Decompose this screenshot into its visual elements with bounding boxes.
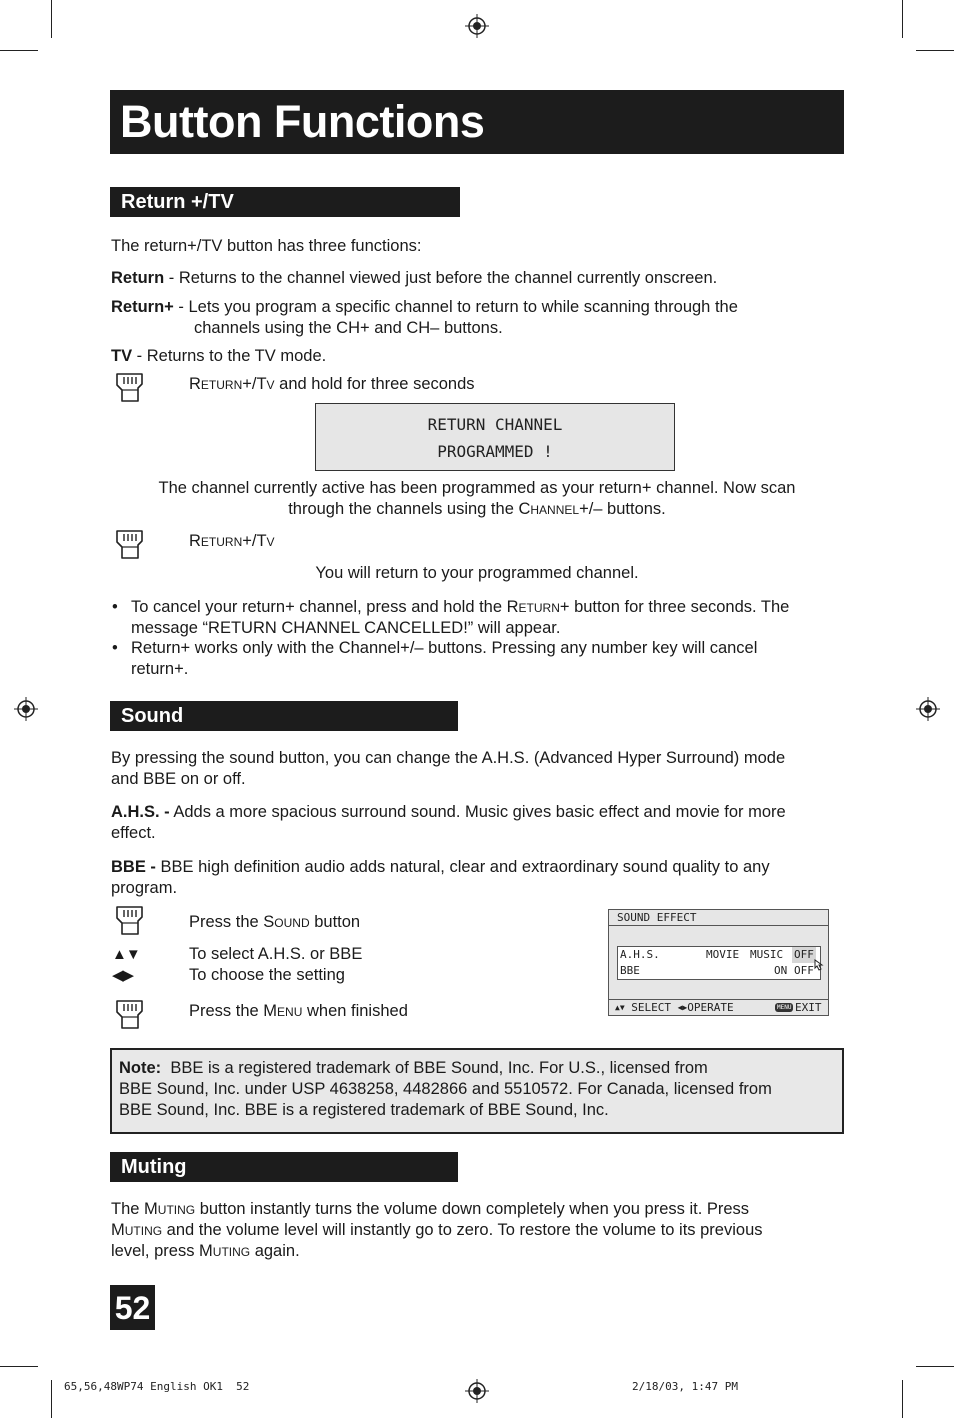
registration-mark-icon <box>465 14 489 38</box>
crop-mark <box>51 1380 52 1418</box>
channel-button-name: Channel <box>518 500 580 518</box>
registration-mark-icon <box>14 697 38 721</box>
registration-mark-icon <box>916 697 940 721</box>
return-tv-intro: The return+/TV button has three functions: <box>111 237 422 255</box>
bullet-mark: • <box>112 598 118 616</box>
crop-mark <box>51 0 52 38</box>
crop-mark <box>902 1380 903 1418</box>
step-return-tv-hold <box>189 374 475 395</box>
programmed-explanation <box>110 478 844 520</box>
osd-bbe-label: BBE <box>620 964 640 977</box>
osd-ahs-movie: MOVIE <box>706 948 740 961</box>
section-heading-return-tv: Return +/TV <box>110 187 460 217</box>
osd-row-bbe <box>620 963 816 979</box>
return-label: Return <box>111 269 165 287</box>
tv-text: - Returns to the TV mode. <box>132 347 327 365</box>
step-return-result: You will return to your programmed channel. <box>315 564 639 582</box>
osd-line-1: RETURN CHANNEL <box>427 415 563 434</box>
cursor-arrow-icon <box>814 959 824 971</box>
muting-l2-b: and the volume level will instantly go to zero. To restore the volume to its previous <box>162 1221 763 1239</box>
bbe-text-2: program. <box>111 879 178 897</box>
crop-mark <box>0 1366 38 1367</box>
return-text: - Returns to the channel viewed just before the channel currently onscreen. <box>164 269 718 287</box>
osd-row-ahs <box>620 947 816 963</box>
programmed-line-2 <box>110 499 844 520</box>
return-tv-button-name: Return+/Tv <box>189 375 275 393</box>
ahs-definition <box>111 802 786 844</box>
leftright-small-icon: ◀▶ <box>677 1003 688 1012</box>
return-plus-label: Return+ <box>111 298 174 316</box>
up-down-arrows-icon: ▲▼ <box>112 946 140 963</box>
ahs-label: A.H.S. - <box>111 803 170 821</box>
print-footer-left: 65,56,48WP74 English OK1 52 <box>64 1380 250 1393</box>
menu-badge-icon: MENU <box>777 1004 792 1011</box>
press-hand-icon <box>112 997 146 1031</box>
note-line-3: BBE Sound, Inc. BBE is a registered trademark of BBE Sound, Inc. <box>119 1101 609 1119</box>
sound-button-name: Sound <box>263 913 310 931</box>
step-press-sound-a: Press the <box>189 913 264 931</box>
osd-footer-operate: OPERATE <box>687 1001 734 1014</box>
press-hand-icon <box>112 370 146 404</box>
crop-mark <box>0 50 38 51</box>
osd-sound-footer <box>609 999 828 1015</box>
return-plus-text-cont: channels using the CH+ and CH– buttons. <box>194 319 503 337</box>
step-press-menu <box>189 1001 408 1022</box>
bbe-text-1: BBE high definition audio adds natural, clear and extraordinary sound quality to any <box>155 858 770 876</box>
note-line-2: BBE Sound, Inc. under USP 4638258, 4482866 and 5510572. For Canada, licensed from <box>119 1080 772 1098</box>
page-title: Button Functions <box>110 90 844 154</box>
return-plus-text: - Lets you program a specific channel to return to while scanning through the <box>173 298 738 316</box>
muting-l1-a: The <box>111 1200 145 1218</box>
step-select-ahs-bbe: To select A.H.S. or BBE <box>189 945 363 963</box>
hold-instruction: and hold for three seconds <box>274 375 475 393</box>
osd-bbe-off: OFF <box>794 964 814 977</box>
step-press-sound <box>189 912 360 933</box>
print-footer-right: 2/18/03, 1:47 PM <box>632 1380 738 1393</box>
note-label: Note: <box>119 1059 162 1077</box>
return-definition <box>111 268 717 289</box>
updown-small-icon: ▲▼ <box>615 1003 625 1012</box>
left-right-arrows-icon: ◀▶ <box>112 967 134 984</box>
bullet-cancel-line-2: message “RETURN CHANNEL CANCELLED!” will appear. <box>131 619 561 637</box>
bullet-channel-line-1: Return+ works only with the Channel+/– buttons. Pressing any number key will cancel <box>131 639 758 657</box>
osd-sound-options <box>617 946 821 980</box>
muting-button-name: Muting <box>144 1200 196 1218</box>
osd-bbe-on: ON <box>774 964 788 977</box>
programmed-line-2b: +/– buttons. <box>579 500 666 518</box>
bullet-cancel-line-1 <box>131 597 851 618</box>
return-plus-button-name: Return+ <box>506 598 570 616</box>
step-return-tv-press: Return+/Tv <box>189 532 275 550</box>
muting-l3-a: level, press <box>111 1242 200 1260</box>
tv-label: TV <box>111 347 133 365</box>
note-box <box>110 1048 844 1134</box>
muting-button-name: Muting <box>111 1221 163 1239</box>
bullet-cancel-b: button for three seconds. The <box>569 598 790 616</box>
crop-mark <box>916 50 954 51</box>
bullet-cancel-a: To cancel your return+ channel, press and hold the <box>131 598 507 616</box>
step-press-menu-a: Press the <box>189 1002 264 1020</box>
bbe-definition <box>111 857 770 899</box>
ahs-text-1: Adds a more spacious surround sound. Music gives basic effect and movie for more <box>169 803 786 821</box>
osd-return-channel-programmed <box>315 403 675 471</box>
osd-footer-select: SELECT <box>631 1001 672 1014</box>
programmed-line-2a: through the channels using the <box>288 500 519 518</box>
muting-button-name: Muting <box>199 1242 251 1260</box>
crop-mark <box>902 0 903 38</box>
osd-footer-exit: EXIT <box>795 1001 822 1014</box>
section-heading-sound: Sound <box>110 701 458 731</box>
note-line-1: BBE is a registered trademark of BBE Sound, Inc. For U.S., licensed from <box>161 1059 708 1077</box>
muting-paragraph <box>111 1199 763 1262</box>
ahs-text-2: effect. <box>111 824 156 842</box>
muting-l3-b: again. <box>250 1242 300 1260</box>
section-heading-muting: Muting <box>110 1152 458 1182</box>
sound-intro-line-2: and BBE on or off. <box>111 770 246 788</box>
bullet-cancel <box>131 597 851 639</box>
programmed-line-1: The channel currently active has been programmed as your return+ channel. Now scan <box>158 479 796 497</box>
osd-line-2: PROGRAMMED ! <box>437 442 553 461</box>
osd-ahs-music: MUSIC <box>750 948 784 961</box>
sound-intro <box>111 748 785 790</box>
osd-sound-effect <box>608 909 829 1016</box>
press-hand-icon <box>112 527 146 561</box>
bbe-label: BBE - <box>111 858 156 876</box>
step-press-sound-b: button <box>309 913 361 931</box>
press-hand-icon <box>112 903 146 937</box>
bullet-channel-line-2: return+. <box>131 660 189 678</box>
menu-button-name: Menu <box>263 1002 303 1020</box>
bullet-channel-only <box>131 638 851 680</box>
osd-sound-title: SOUND EFFECT <box>609 910 828 926</box>
step-press-menu-b: when finished <box>302 1002 408 1020</box>
bullet-mark: • <box>112 639 118 657</box>
osd-ahs-off: OFF <box>794 948 814 961</box>
muting-l1-b: button instantly turns the volume down completely when you press it. Press <box>195 1200 750 1218</box>
return-plus-definition <box>111 297 738 318</box>
osd-ahs-label: A.H.S. <box>620 948 660 961</box>
crop-mark <box>916 1366 954 1367</box>
sound-intro-line-1: By pressing the sound button, you can change the A.H.S. (Advanced Hyper Surround) mode <box>111 749 786 767</box>
page-number: 52 <box>110 1285 155 1330</box>
registration-mark-icon <box>465 1379 489 1403</box>
step-choose-setting: To choose the setting <box>189 966 345 984</box>
tv-definition <box>111 346 326 367</box>
